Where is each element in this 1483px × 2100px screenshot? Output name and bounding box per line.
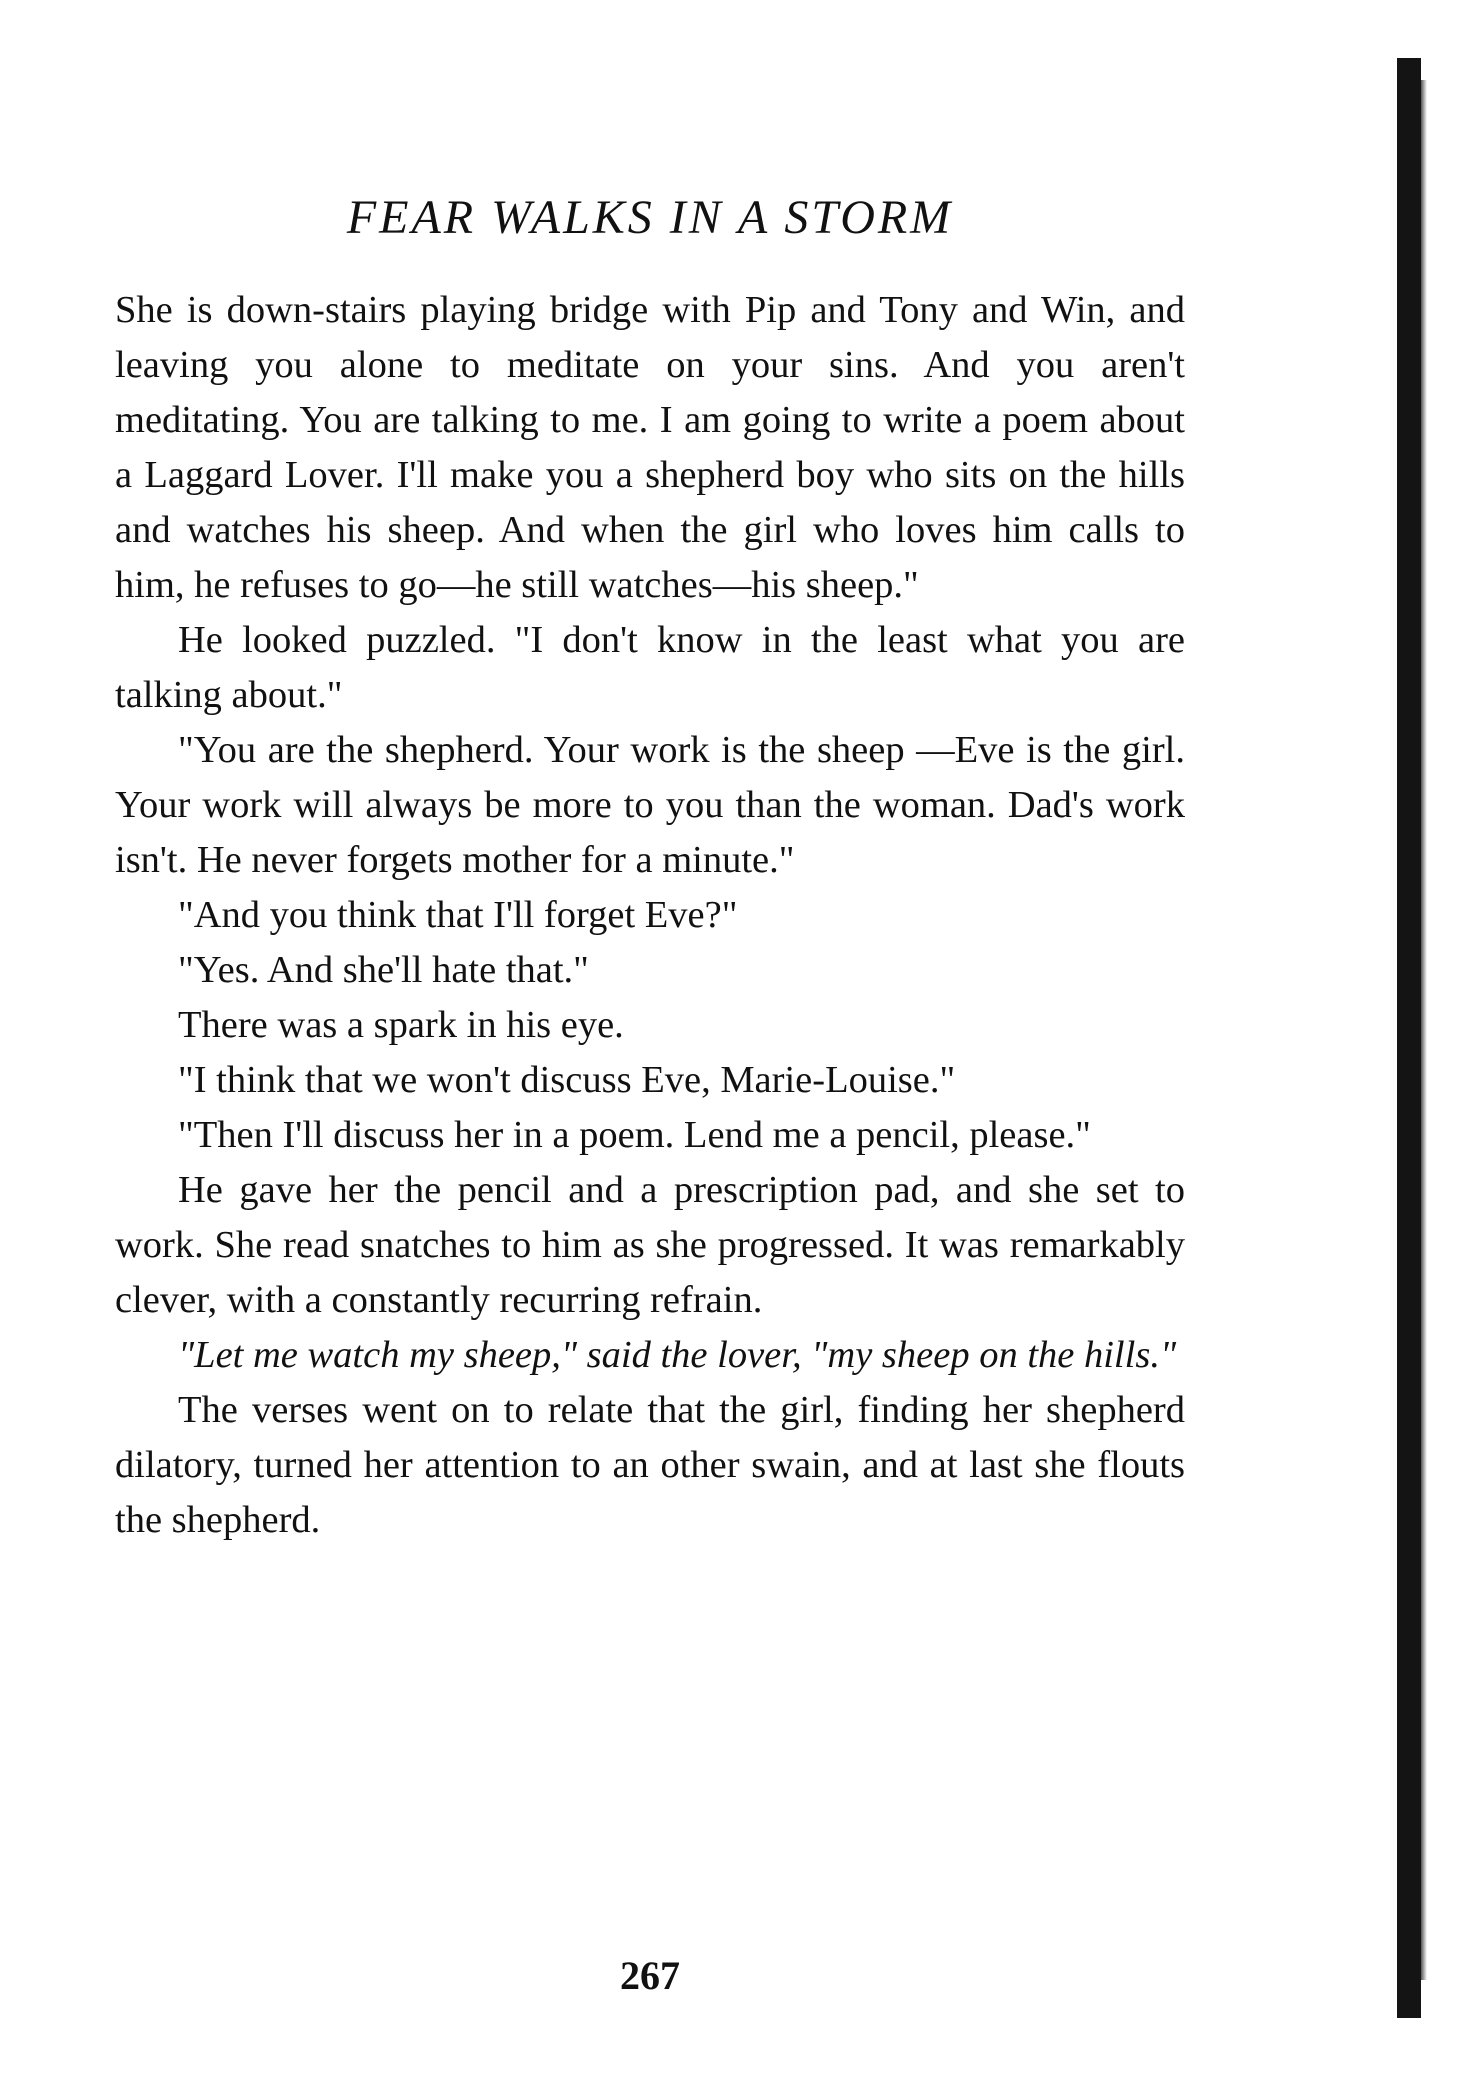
page-binding-shadow	[1421, 80, 1427, 1980]
paragraph: "Then I'll discuss her in a poem. Lend me a pencil, please."	[178, 1114, 1091, 1156]
paragraph: "Yes. And she'll hate that."	[178, 949, 589, 991]
paragraph: He gave her the pencil and a prescription pad, and she set to work. She read snatches to him as she progressed. It was remarkably clever, with a constantly recurring refrain.	[115, 1169, 1185, 1321]
paragraph: "And you think that I'll forget Eve?"	[178, 894, 738, 936]
body-text	[115, 283, 1185, 1548]
refrain-verse: "Let me watch my sheep," said the lover, "my sheep on the hills."	[178, 1334, 1177, 1376]
paragraph: He looked puzzled. "I don't know in the least what you are talking about."	[115, 619, 1185, 716]
paragraph: "You are the shepherd. Your work is the sheep —Eve is the girl. Your work will always be more to you than the woman. Dad's work isn't. He never forgets mother for a minute."	[115, 729, 1185, 881]
paragraph: The verses went on to relate that the girl, finding her shepherd dilatory, turned her attention to an other swain, and at last she flouts the shepherd.	[115, 1389, 1185, 1541]
paragraph: She is down-stairs playing bridge with Pip and Tony and Win, and leaving you alone to meditate on your sins. And you aren't meditating. You are talking to me. I am going to write a poem about a Laggard Lover. I'll make you a shepherd boy who sits on the hills and watches his sheep. And when the girl who loves him calls to him, he refuses to go—he still watches—his sheep."	[115, 289, 1185, 606]
page-binding-edge	[1397, 58, 1421, 2018]
page-number: 267	[620, 1953, 680, 1998]
paragraph: "I think that we won't discuss Eve, Marie-Louise."	[178, 1059, 956, 1101]
paragraph: There was a spark in his eye.	[178, 1004, 624, 1046]
running-head: FEAR WALKS IN A STORM	[346, 191, 954, 244]
